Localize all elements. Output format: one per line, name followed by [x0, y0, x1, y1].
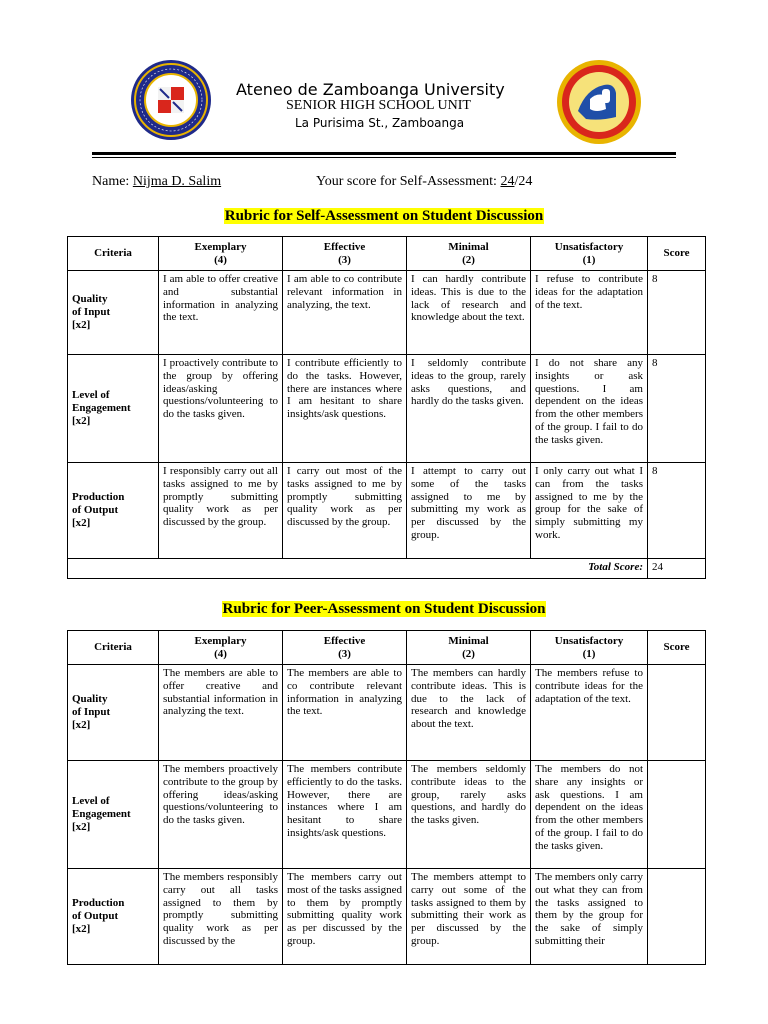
exemplary-cell: The members are able to offer creative and substantial information in analyzing the text. [159, 665, 283, 761]
table-header-row [68, 631, 706, 665]
table-row [68, 355, 706, 463]
minimal-cell: I seldomly contribute ideas to the group, rarely asks questions, and hardly do the tasks given. [407, 355, 531, 463]
header-unsatisfactory: Unsatisfactory (1) [531, 631, 648, 665]
exemplary-cell: The members responsibly carry out all tasks assigned to them by promptly submitting quality work as per discussed by the [159, 869, 283, 965]
total-score-value: 24 [648, 559, 706, 579]
table-row [68, 869, 706, 965]
unsatisfactory-cell: I do not share any insights or ask questions. I am dependent on the ideas from the other members of the group. I fail to do the tasks given. [531, 355, 648, 463]
unsatisfactory-cell: I refuse to contribute ideas for the adaptation of the text. [531, 271, 648, 355]
score-cell [648, 761, 706, 869]
self-score-value: 24 [500, 174, 515, 189]
score-cell [648, 869, 706, 965]
exemplary-cell: I am able to offer creative and substantial information in analyzing the text. [159, 271, 283, 355]
effective-cell: I contribute efficiently to do the tasks. However, there are instances where I am hesitant to share insights/ask questions. [283, 355, 407, 463]
header-minimal: Minimal (2) [407, 237, 531, 271]
header-effective: Effective (3) [283, 237, 407, 271]
table-row [68, 271, 706, 355]
self-score-total: /24 [514, 174, 533, 189]
table-row [68, 665, 706, 761]
header-divider-thin [92, 157, 676, 158]
criteria-cell: Production of Output [x2] [68, 869, 159, 965]
unsatisfactory-cell: The members do not share any insights or ask questions. I am dependent on the ideas from the other members of the group. I fail to do the tasks given. [531, 761, 648, 869]
minimal-cell: The members attempt to carry out some of the tasks assigned to them by submitting their work as per discussed by the group. [407, 869, 531, 965]
total-row [68, 559, 706, 579]
name-label: Name: [92, 174, 130, 189]
effective-cell: The members carry out most of the tasks assigned to them by promptly submitting quality work as per discussed by the group. [283, 869, 407, 965]
score-label: Your score for Self-Assessment: [316, 174, 497, 189]
peer-rubric-table [67, 630, 706, 965]
minimal-cell: I can hardly contribute ideas. This is due to the lack of research and knowledge about the text. [407, 271, 531, 355]
student-name: Nijma D. Salim [132, 174, 222, 189]
school-address: La Purisima St., Zamboanga [295, 116, 465, 130]
header-score: Score [648, 237, 706, 271]
exemplary-cell: I proactively contribute to the group by offering ideas/asking questions/volunteering to do the tasks given. [159, 355, 283, 463]
minimal-cell: The members seldomly contribute ideas to the group, rarely asks questions, and hardly do the tasks given. [407, 761, 531, 869]
score-cell: 8 [648, 271, 706, 355]
student-name-line [92, 174, 221, 190]
unsatisfactory-cell: The members refuse to contribute ideas for the adaptation of the text. [531, 665, 648, 761]
effective-cell: I am able to co contribute relevant information in analyzing, the text. [283, 271, 407, 355]
total-score-label: Total Score: [68, 559, 648, 579]
score-cell [648, 665, 706, 761]
minimal-cell: I attempt to carry out some of the tasks assigned to me by submitting my work as per discussed by the group. [407, 463, 531, 559]
criteria-cell: Level of Engagement [x2] [68, 355, 159, 463]
table-header-row [68, 237, 706, 271]
criteria-cell: Quality of Input [x2] [68, 665, 159, 761]
header-effective: Effective (3) [283, 631, 407, 665]
university-name: Ateneo de Zamboanga University [236, 80, 505, 99]
shs-unit-logo [556, 59, 642, 145]
unsatisfactory-cell: I only carry out what I can from the tasks assigned to me by the group for the sake of simply submitting my work. [531, 463, 648, 559]
header-divider-thick [92, 152, 676, 155]
school-unit: SENIOR HIGH SCHOOL UNIT [286, 98, 471, 113]
criteria-cell: Level of Engagement [x2] [68, 761, 159, 869]
header-minimal: Minimal (2) [407, 631, 531, 665]
exemplary-cell: I responsibly carry out all tasks assigned to me by promptly submitting quality work as per discussed by the group. [159, 463, 283, 559]
effective-cell: I carry out most of the tasks assigned to me by promptly submitting quality work as per discussed by the group. [283, 463, 407, 559]
self-rubric-title: Rubric for Self-Assessment on Student Discussion [224, 208, 544, 224]
peer-rubric-title: Rubric for Peer-Assessment on Student Discussion [222, 601, 546, 617]
criteria-cell: Production of Output [x2] [68, 463, 159, 559]
table-row [68, 463, 706, 559]
self-rubric-table [67, 236, 706, 579]
exemplary-cell: The members proactively contribute to the group by offering ideas/asking questions/volunteering to do the tasks given. [159, 761, 283, 869]
minimal-cell: The members can hardly contribute ideas. This is due to the lack of research and knowledge about the text. [407, 665, 531, 761]
university-seal-logo [130, 59, 212, 141]
header-score: Score [648, 631, 706, 665]
self-score-line [316, 174, 532, 190]
header-criteria: Criteria [68, 631, 159, 665]
score-cell: 8 [648, 355, 706, 463]
effective-cell: The members contribute efficiently to do the tasks. However, there are instances where I am hesitant to share insights/ask questions. [283, 761, 407, 869]
effective-cell: The members are able to co contribute relevant information in analyzing the text. [283, 665, 407, 761]
score-cell: 8 [648, 463, 706, 559]
criteria-cell: Quality of Input [x2] [68, 271, 159, 355]
header-exemplary: Exemplary (4) [159, 631, 283, 665]
unsatisfactory-cell: The members only carry out what they can from the tasks assigned to them by the group for the sake of simply submitting their [531, 869, 648, 965]
header-unsatisfactory: Unsatisfactory (1) [531, 237, 648, 271]
table-row [68, 761, 706, 869]
header-exemplary: Exemplary (4) [159, 237, 283, 271]
header-criteria: Criteria [68, 237, 159, 271]
